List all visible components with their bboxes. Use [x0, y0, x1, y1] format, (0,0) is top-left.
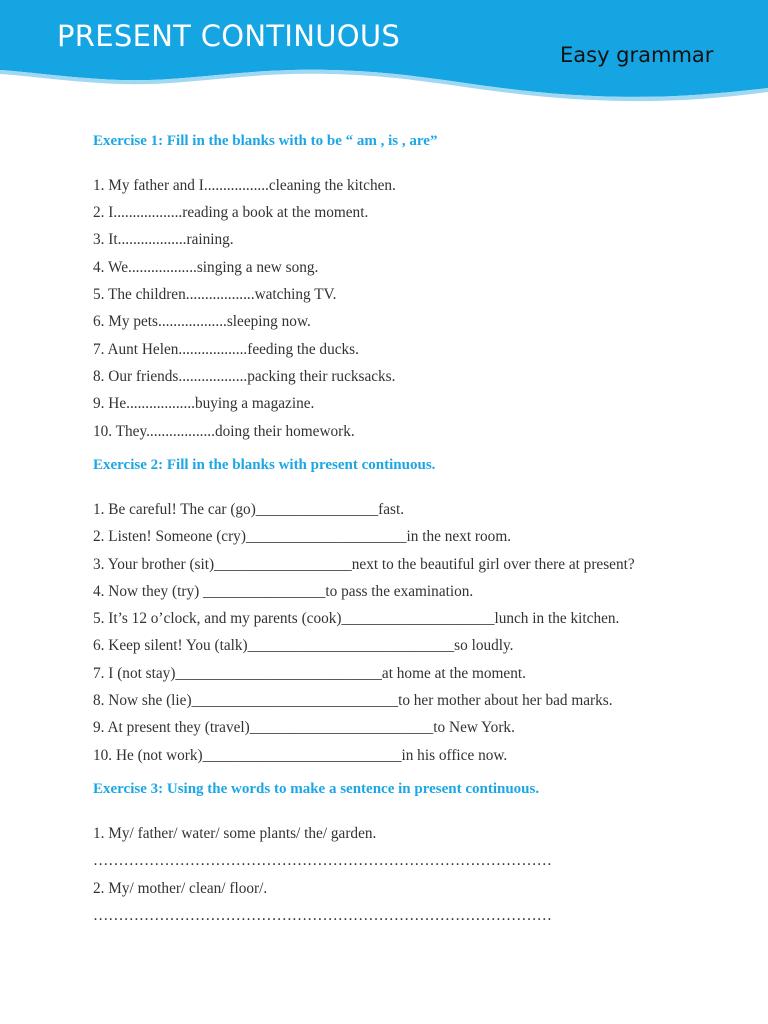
page-title: PRESENT CONTINUOUS	[57, 19, 401, 53]
exercise3-heading: Exercise 3: Using the words to make a sentence in present continuous.	[93, 781, 540, 797]
exercise1-item: 9. He..................buying a magazine.	[93, 395, 315, 412]
exercise1-item: 1. My father and I.................cleaning the kitchen.	[93, 177, 396, 194]
exercise2-heading: Exercise 2: Fill in the blanks with present continuous.	[93, 457, 436, 473]
exercise2-item: 5. It’s 12 o’clock, and my parents (cook)____________________lunch in the kitchen.	[93, 610, 620, 627]
exercise1-item: 5. The children..................watching TV.	[93, 286, 337, 303]
exercise2-item: 4. Now they (try) ________________to pass the examination.	[93, 583, 474, 600]
exercise1-item: 6. My pets..................sleeping now.	[93, 313, 311, 330]
exercise1-heading: Exercise 1: Fill in the blanks with to be “ am , is , are”	[93, 133, 438, 149]
exercise2-item: 3. Your brother (sit)__________________next to the beautiful girl over there at present?	[93, 556, 635, 573]
page-subtitle: Easy grammar	[560, 43, 714, 67]
exercise2-item: 1. Be careful! The car (go)________________fast.	[93, 501, 405, 518]
exercise2-item: 2. Listen! Someone (cry)_____________________in the next room.	[93, 528, 512, 545]
exercise2-item: 7. I (not stay)___________________________at home at the moment.	[93, 665, 526, 682]
exercise2-item: 9. At present they (travel)________________________to New York.	[93, 719, 515, 736]
exercise1-item: 10. They..................doing their homework.	[93, 423, 355, 440]
header-banner	[0, 0, 768, 110]
exercise1-item: 8. Our friends..................packing their rucksacks.	[93, 368, 396, 385]
exercise2-item: 8. Now she (lie)___________________________to her mother about her bad marks.	[93, 692, 613, 709]
exercise3-item: 1. My/ father/ water/ some plants/ the/ garden.	[93, 825, 377, 842]
exercise3-answer-line: ………………………………………………………………………………	[93, 852, 552, 869]
exercise1-item: 7. Aunt Helen..................feeding the ducks.	[93, 341, 359, 358]
exercise1-item: 2. I..................reading a book at the moment.	[93, 204, 369, 221]
exercise3-item: 2. My/ mother/ clean/ floor/.	[93, 880, 268, 897]
exercise2-item: 10. He (not work)__________________________in his office now.	[93, 747, 508, 764]
exercise2-item: 6. Keep silent! You (talk)___________________________so loudly.	[93, 637, 514, 654]
exercise1-item: 4. We..................singing a new song.	[93, 259, 319, 276]
exercise1-item: 3. It..................raining.	[93, 231, 234, 248]
exercise3-answer-line: ………………………………………………………………………………	[93, 907, 552, 924]
